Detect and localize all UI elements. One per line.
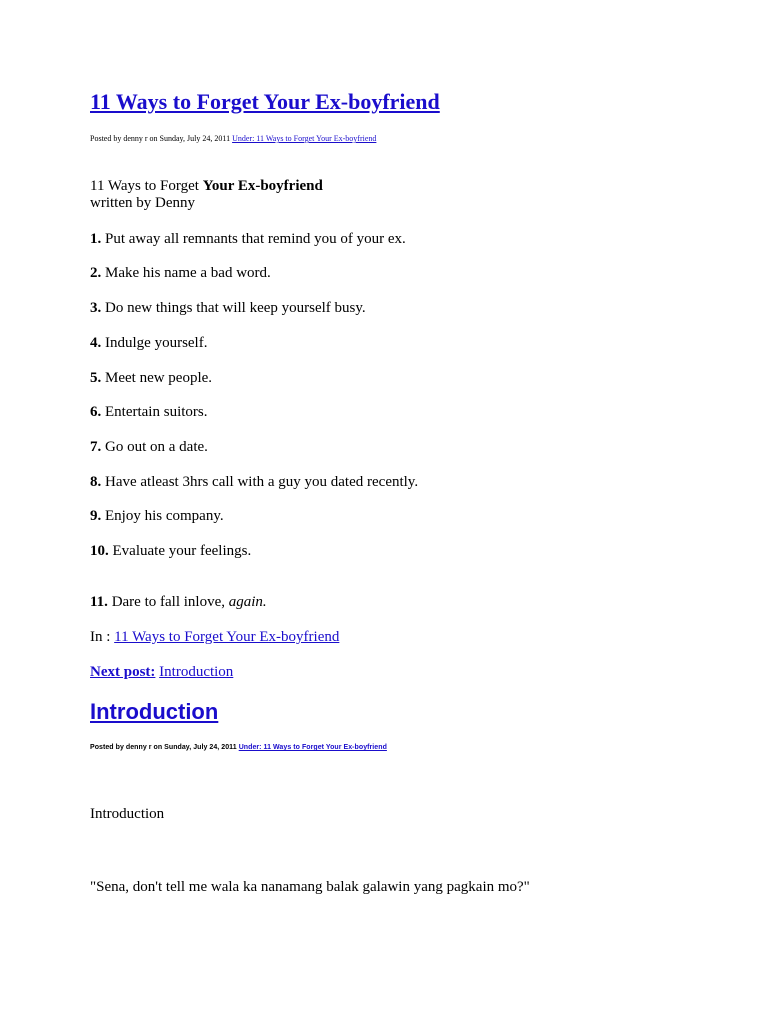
- list-item-emphasis: again.: [228, 594, 267, 610]
- body-heading: Introduction: [90, 806, 165, 822]
- list-item-number: 2.: [90, 265, 102, 281]
- list-item: [90, 334, 207, 352]
- post-title-link-2[interactable]: Introduction: [90, 699, 219, 724]
- list-item: [90, 438, 208, 456]
- list-item-number: 1.: [90, 231, 102, 247]
- post-category-link[interactable]: Under: 11 Ways to Forget Your Ex-boyfriend: [232, 134, 377, 143]
- list-item-text: Evaluate your feelings.: [108, 543, 252, 559]
- post-meta: [90, 134, 376, 144]
- post-meta-text: Posted by denny r on Sunday, July 24, 2011: [90, 134, 231, 143]
- list-item-text: Go out on a date.: [101, 439, 208, 455]
- post-title-link[interactable]: 11 Ways to Forget Your Ex-boyfriend: [90, 89, 440, 114]
- list-item-number: 3.: [90, 300, 102, 316]
- next-post-label[interactable]: Next post:: [90, 664, 156, 680]
- post-meta-2: [90, 743, 387, 752]
- list-item: [90, 230, 406, 248]
- list-item-number: 11.: [90, 594, 108, 610]
- list-item-text: Put away all remnants that remind you of your ex.: [101, 231, 406, 247]
- list-item: [90, 369, 212, 387]
- list-item-number: 6.: [90, 404, 102, 420]
- list-item-text: Entertain suitors.: [101, 404, 208, 420]
- list-item-number: 9.: [90, 508, 102, 524]
- list-item: [90, 299, 366, 317]
- in-label: In :: [90, 629, 115, 645]
- in-category-link[interactable]: 11 Ways to Forget Your Ex-boyfriend: [114, 629, 340, 645]
- list-item: [90, 473, 418, 491]
- list-item-text: Enjoy his company.: [101, 508, 224, 524]
- list-item-text: Have atleast 3hrs call with a guy you dated recently.: [101, 474, 419, 490]
- in-category: [90, 628, 339, 646]
- post-meta-text-2: Posted by denny r on Sunday, July 24, 2011: [90, 744, 237, 751]
- subtitle-bold: Your Ex-boyfriend: [202, 178, 323, 194]
- list-item: [90, 593, 267, 611]
- list-item-number: 5.: [90, 370, 102, 386]
- post-category-link-2[interactable]: Under: 11 Ways to Forget Your Ex-boyfriend: [238, 744, 387, 751]
- list-item-text: Make his name a bad word.: [101, 265, 271, 281]
- list-item-text: Indulge yourself.: [101, 335, 208, 351]
- list-item-text: Meet new people.: [101, 370, 213, 386]
- subtitle-plain: 11 Ways to Forget: [90, 178, 203, 194]
- list-item-number: 7.: [90, 439, 102, 455]
- list-item: [90, 507, 224, 525]
- byline: written by Denny: [90, 195, 195, 211]
- list-item: [90, 542, 251, 560]
- list-item-text: Dare to fall inlove,: [107, 594, 229, 610]
- list-item-number: 8.: [90, 474, 102, 490]
- next-post-link[interactable]: Introduction: [159, 664, 234, 680]
- body-paragraph: "Sena, don't tell me wala ka nanamang balak galawin yang pagkain mo?": [90, 879, 530, 895]
- list-item: [90, 403, 207, 421]
- list-item-text: Do new things that will keep yourself busy.: [101, 300, 366, 316]
- list-item: [90, 264, 271, 282]
- next-post: [90, 663, 233, 681]
- list-item-number: 4.: [90, 335, 102, 351]
- list-item-number: 10.: [90, 543, 109, 559]
- post-subtitle: [90, 178, 323, 195]
